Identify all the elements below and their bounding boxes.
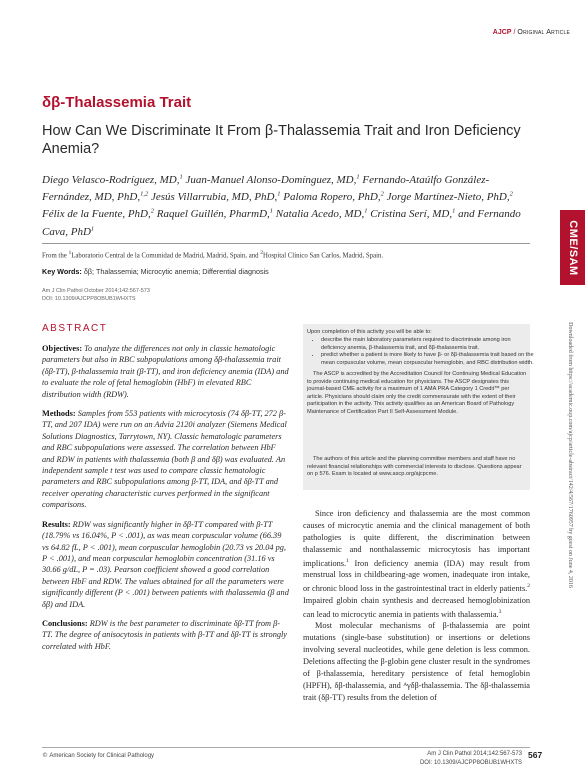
author — [42, 208, 157, 220]
abstract-objectives: Objectives: To analyze the differences not only in classic hematologic parameters but also in RBC subpopulations among δβ-thalassemia trait (δβ-TT), β-thalassemia trait (β-TT), and iron deficiency anemia (IDA) and to evaluate the role of fetal hemoglobin (HbF) in elevated RBC distribution width (RDW). — [42, 344, 289, 399]
footer-doi[interactable]: DOI: 10.1309/AJCPP8OBUB1WHXTS — [419, 760, 522, 766]
author — [151, 191, 283, 203]
cme-intro: Upon completion of this activity you will be able to: — [307, 329, 432, 335]
author-affiliation-mark: 2 — [150, 207, 154, 215]
journal-name: AJCP — [492, 29, 512, 36]
author-name: Fernando-Ataúlfo González-Fernández, MD, PhD, — [42, 173, 490, 204]
keywords — [42, 267, 532, 276]
cme-disclosure: The authors of this article and the planning committee members and staff have no relevant financial relationships with commercial interests to disclose. Questions appear on p 576. Exam is located at www.ascp.org/ajcpcme. — [307, 456, 522, 478]
affiliation-divider — [42, 243, 530, 244]
body-text — [303, 508, 530, 704]
author — [387, 191, 513, 203]
abstract-conclusions: Conclusions: RDW is the best parameter to discriminate δβ-TT from β-TT. The degree of anisocytosis in patients with β-TT and δβ-TT is strongly correlated with HbF. — [42, 618, 287, 651]
author-name: Jesús Villarrubia, MD, PhD, — [150, 191, 278, 204]
author-affiliation-mark: 1 — [90, 225, 95, 233]
abstract-methods: Methods: Samples from 553 patients with microcytosis (74 δβ-TT, 272 β-TT, and 207 IDA) were run on an Advia 2120i analyzer (Siemens Medical Solutions Diagnostics, Tarrytown, NY). Classic hematologic parameters and RBC subpopulations were assessed. The correlation between HbF and RDW in patients with thalassemia (both β and δβ) was evaluated. An independent sample t test was used to compare classic hematologic parameters and RBC subpopulations among β-TT, IDA, and δβ-TT and receiver operating characteristic curves performed in the significant comparisons. — [42, 409, 287, 510]
author-list — [42, 170, 522, 239]
author-affiliation-mark: 1 — [356, 173, 360, 180]
download-notice: Downloaded from https://academic.oup.com/ajcp/article-abstract/142/4/567/1760957 by guest on June 4, 2016 — [567, 322, 573, 588]
copyright-notice: © American Society for Clinical Pathology — [42, 752, 155, 759]
abstract-results: Results: RDW was significantly higher in δβ-TT compared with β-TT (18.79% vs 16.04%, P < .001), as was mean corpuscular volume (66.39 vs 64.82 fL, P < .001), mean corpuscular hemoglobin (20.73 vs 20.04 pg, P < .001), and mean corpuscular hemoglobin concentration (31.16 vs 30.66 g/dL, P = .03). Pearson coefficient showed a good correlation between HbF and RDW. The values obtained for all the parameters were significantly different (P < .001) between patients with thalassemia (β and δβ) and IDA. — [42, 519, 289, 609]
author — [370, 208, 477, 220]
copyright-icon: © — [42, 752, 48, 759]
cme-objective-item: • describe the main laboratory parameters required to discriminate among iron deficiency anemia, β-thalassemia trait, and δβ-thalassemia trait. — [321, 337, 536, 352]
author — [185, 174, 362, 186]
author-affiliation-mark: 1,2 — [140, 190, 149, 198]
abstract-heading: ABSTRACT — [42, 323, 108, 334]
abstract-body — [42, 343, 290, 660]
journal-header — [420, 29, 570, 36]
author-name: Natalia Acedo, MD, — [275, 208, 365, 221]
author-name: Juan-Manuel Alonso-Domínguez, MD, — [185, 173, 357, 186]
author — [42, 174, 185, 186]
cme-objectives-list — [312, 337, 536, 367]
author-separator: and — [455, 208, 478, 221]
author-name: Paloma Ropero, PhD, — [283, 191, 381, 204]
author-affiliation-mark: 2 — [380, 190, 384, 198]
keywords-text: δβ; Thalassemia; Microcytic anemia; Differential diagnosis — [83, 267, 269, 276]
section-name: Original Article — [517, 29, 570, 36]
citation-line: Am J Clin Pathol October 2014;142:567-573 — [42, 288, 150, 294]
header-separator: / — [513, 29, 516, 36]
author-affiliation-mark: 1 — [269, 207, 274, 215]
cme-side-label: CME/SAM — [566, 219, 579, 276]
author-affiliation-mark: 1 — [452, 207, 456, 215]
article-subtitle: How Can We Discriminate It From β-Thalassemia Trait and Iron Deficiency Anemia? — [42, 123, 521, 157]
article-title: δβ-Thalassemia Trait — [42, 94, 192, 111]
footer-divider — [42, 747, 530, 748]
affiliations: From the $^1$Laboratorio Central de la Comunidad de Madrid, Madrid, Spain, and $^2$Hospital Clínico San Carlos, Madrid, Spain. — [42, 250, 384, 260]
doi-link[interactable]: DOI: 10.1309/AJCPP8OBUB1WHXTS — [42, 296, 136, 302]
cme-objective-item: • predict whether a patient is more likely to have β- or δβ-thalassemia trait based on the mean corpuscular volume, mean corpuscular hemoglobin, and RBC distribution width. — [321, 352, 536, 367]
author-name: Raquel Guillén, PharmD, — [156, 208, 270, 221]
author-affiliation-mark: 2 — [509, 190, 513, 198]
author-name: Cristina Serí, MD, — [370, 208, 453, 221]
author-name: Félix de la Fuente, PhD, — [42, 208, 151, 221]
author-name: Diego Velasco-Rodríguez, MD, — [42, 173, 180, 186]
author-name: Jorge Martínez-Nieto, PhD, — [386, 191, 510, 204]
author-affiliation-mark: 1 — [277, 190, 281, 198]
footer-citation: Am J Clin Pathol 2014;142:567-573 — [427, 751, 522, 757]
cme-accreditation: The ASCP is accredited by the Accreditation Council for Continuing Medical Education to provide continuing medical education for physicians. The ASCP designates this journal-based CME activity for a maximum of 1 AMA PRA Category 1 Credit™ per article. Physicians should claim only the credit commensurate with the extent of their participation in the activity. This activity qualifies as an American Board of Pathology Maintenance of Certification Part II Self-Assessment Module. — [307, 371, 527, 415]
page-number: 567 — [528, 750, 543, 760]
keywords-label: Key Words: — [42, 267, 82, 276]
author — [276, 208, 370, 220]
author — [283, 191, 386, 203]
body-paragraph: Most molecular mechanisms of β-thalassemia are point mutations (single-base substitution) or insertions or deletions involving several nucleotides, while gene deletion is less common. Deletions affecting the β-globin gene cluster result in the syndromes of β-thalassemia, hereditary persistence of fetal hemoglobin (HPFH), δβ-thalassemia, and ᴬγδβ-thalassemia. The δβ-thalassemia trait (δβ-TT) results from the deletion of — [303, 621, 530, 702]
body-paragraph: Since iron deficiency and thalassemia are the most common causes of microcytic anemia and the clinical management of both pathologies is quite different, the discrimination between thalassemic and nonthalassemic microcytosis has important implications.$^1$ Iron deficiency anemia (IDA) may result from menstrual loss in childbearing-age women, inadequate iron intake, or chronic blood loss in the gastrointestinal tract in elderly patients.$^2$ Impaired globin chain synthesis and decreased hemoglobinization can lead to microcytic anemia in patients with thalassemia.$^3$ — [303, 509, 530, 619]
author — [157, 208, 276, 220]
author-affiliation-mark: 1 — [179, 173, 183, 180]
author-name: Fernando Cava, PhD — [42, 208, 521, 238]
author-affiliation-mark: 1 — [364, 207, 368, 215]
